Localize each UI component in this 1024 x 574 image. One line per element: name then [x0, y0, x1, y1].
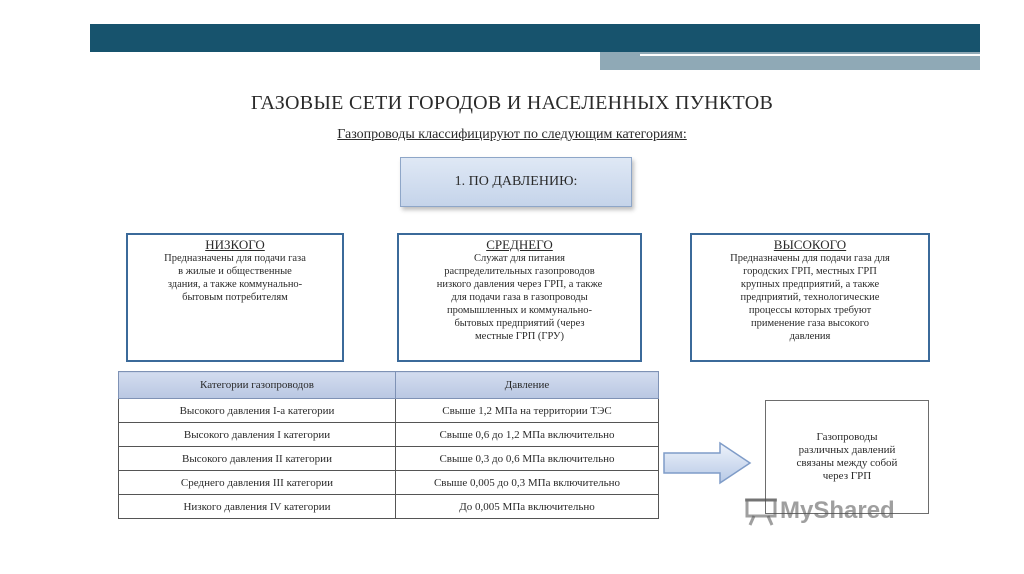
table-row [119, 399, 659, 423]
category-medium-line: промышленных и коммунально- [447, 305, 592, 316]
table-cell-category: Высокого давления I-а категории [119, 399, 396, 423]
category-medium-line: Служат для питания [474, 253, 565, 264]
category-medium-title: СРЕДНЕГО [486, 237, 553, 252]
table-header-row [119, 372, 659, 399]
category-high-box [690, 233, 930, 362]
category-medium-line: бытовых предприятий (через [454, 318, 585, 329]
arrow-right-icon [662, 441, 754, 485]
table-cell-pressure: Свыше 1,2 МПа на территории ТЭС [396, 399, 659, 423]
category-medium-line: местные ГРП (ГРУ) [475, 331, 564, 342]
watermark [744, 496, 895, 526]
presentation-board-icon [744, 496, 778, 526]
category-medium-line: низкого давления через ГРП, а также [436, 279, 603, 290]
category-high-title: ВЫСОКОГО [773, 237, 847, 252]
table-cell-pressure: Свыше 0,005 до 0,3 МПа включительно [396, 471, 659, 495]
table-cell-pressure: До 0,005 МПа включительно [396, 495, 659, 519]
category-low-line: Предназначены для подачи газа [164, 253, 306, 264]
table-row [119, 471, 659, 495]
header-bar [90, 24, 980, 52]
category-low-box [126, 233, 344, 362]
category-high-line: городских ГРП, местных ГРП [743, 266, 877, 277]
note-line: Газопроводы [816, 431, 878, 443]
column-header-pressure: Давление [396, 372, 659, 399]
category-high-line: Предназначены для подачи газа для [730, 253, 890, 264]
column-header-category: Категории газопроводов [119, 372, 396, 399]
table-cell-pressure: Свыше 0,3 до 0,6 МПа включительно [396, 447, 659, 471]
table-cell-pressure: Свыше 0,6 до 1,2 МПа включительно [396, 423, 659, 447]
table-cell-category: Высокого давления I категории [119, 423, 396, 447]
category-high-line: предприятий, технологические [740, 292, 880, 303]
watermark-text: MyShared [780, 497, 895, 524]
pressure-table [118, 371, 659, 519]
category-high-line: применение газа высокого [750, 318, 870, 329]
note-line: различных давлений [798, 444, 896, 456]
category-medium-line: для подачи газа в газопроводы [451, 292, 588, 303]
page-title: ГАЗОВЫЕ СЕТИ ГОРОДОВ И НАСЕЛЕННЫХ ПУНКТОВ [250, 92, 774, 114]
table-row [119, 423, 659, 447]
table-cell-category: Низкого давления IV категории [119, 495, 396, 519]
page-subtitle: Газопроводы классифицируют по следующим категориям: [337, 127, 687, 142]
category-high-line: крупных предприятий, а также [740, 279, 880, 290]
category-medium-line: распределительных газопроводов [444, 266, 595, 277]
category-low-line: бытовым потребителям [182, 292, 288, 303]
category-heading: 1. ПО ДАВЛЕНИЮ: [454, 174, 578, 189]
category-medium-box [397, 233, 642, 362]
note-line: связаны между собой [796, 457, 898, 469]
category-low-line: здания, а также коммунально- [167, 279, 303, 290]
header-accent-line [640, 54, 980, 56]
category-heading-box [400, 157, 632, 207]
note-line: через ГРП [822, 470, 872, 482]
table-row [119, 495, 659, 519]
table-cell-category: Среднего давления III категории [119, 471, 396, 495]
table-cell-category: Высокого давления II категории [119, 447, 396, 471]
category-high-line: процессы которых требуют [748, 305, 872, 316]
category-low-title: НИЗКОГО [205, 237, 265, 252]
category-high-line: давления [789, 331, 831, 342]
table-row [119, 447, 659, 471]
category-low-line: в жилые и общественные [178, 266, 292, 277]
